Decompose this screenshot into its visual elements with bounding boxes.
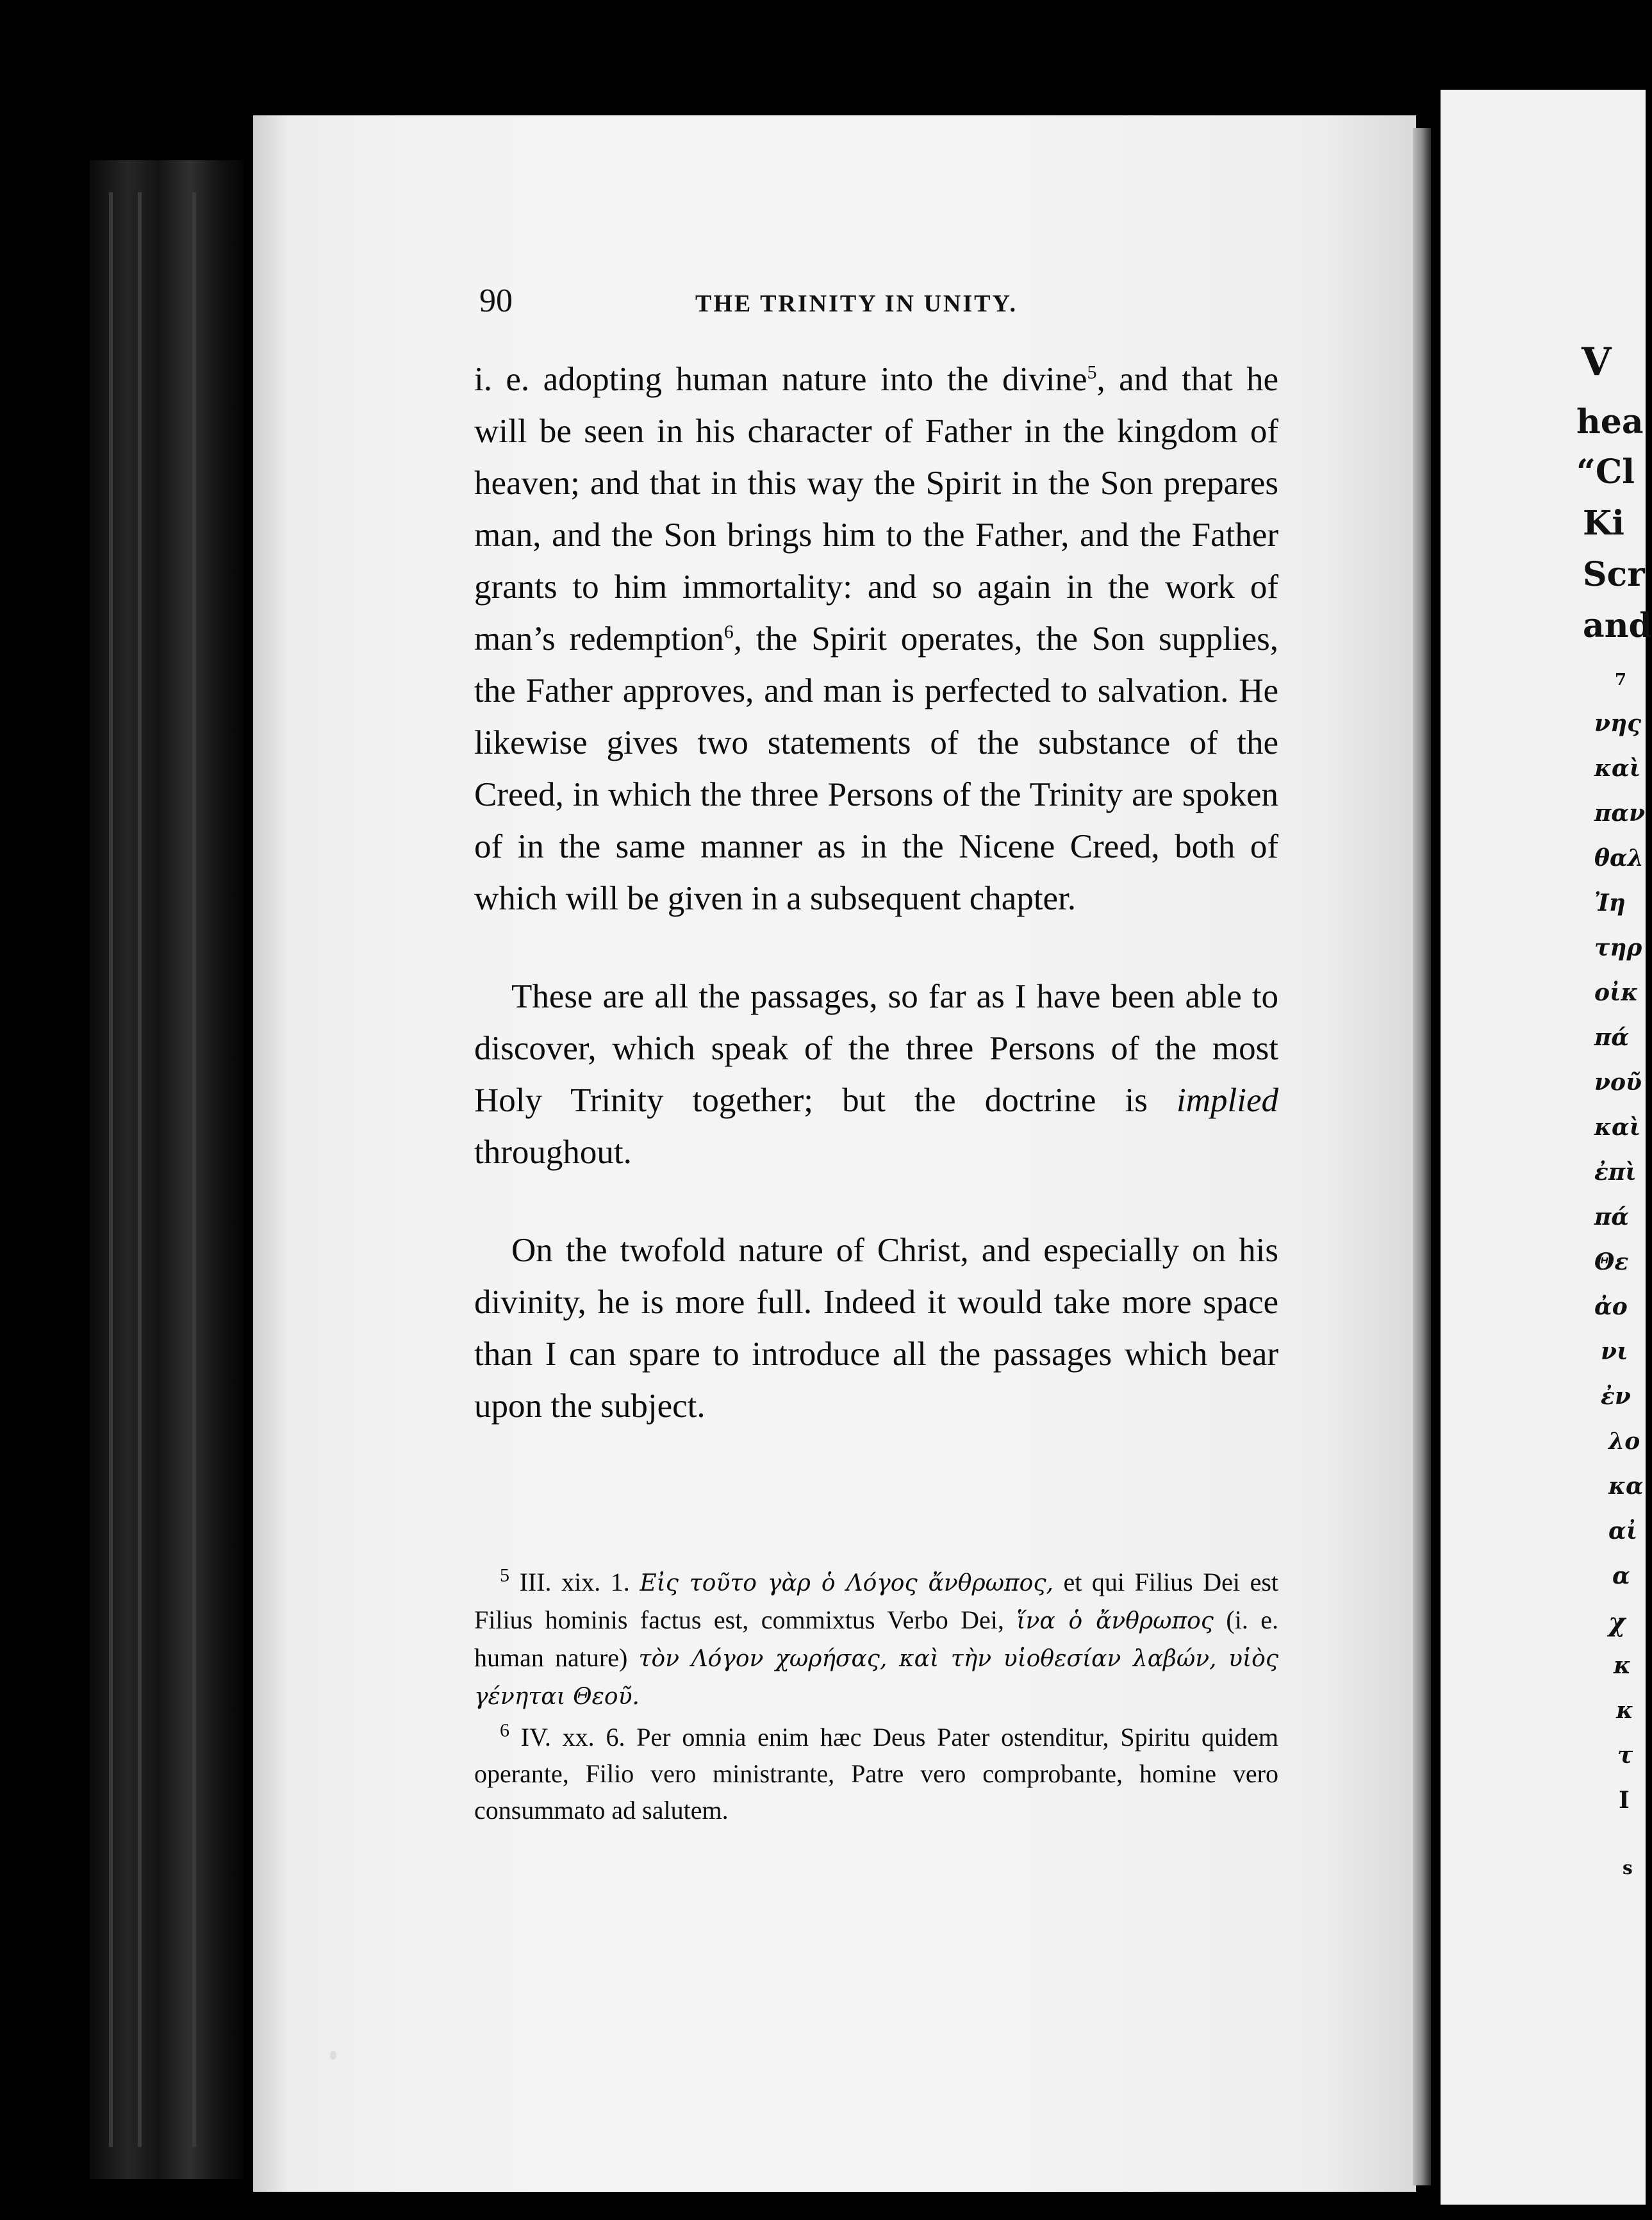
facing-text: ἐπὶ bbox=[1594, 1159, 1637, 1186]
footnote-6: $^6$ IV. xx. 6. Per omnia enim hæc Deus Pater ostenditur, Spiritu quidem operante, Filio vero ministrante, Patre vero comprobante, homine vero consummato ad salutem. bbox=[474, 1719, 1278, 1825]
facing-text: α bbox=[1612, 1562, 1630, 1589]
facing-text: νι bbox=[1601, 1338, 1628, 1365]
facing-text: χ bbox=[1608, 1607, 1626, 1637]
facing-text: 7 bbox=[1615, 670, 1627, 690]
paragraph-gap bbox=[474, 1179, 1278, 1225]
facing-text: καὶ bbox=[1594, 755, 1641, 782]
book-binding bbox=[90, 160, 244, 2179]
facing-text: κ bbox=[1614, 1652, 1631, 1679]
greek-text: τὸν Λόγον χωρήσας, καὶ τὴν υἱοθεσίαν λαβών, υἱὸς γένηται Θεοῦ. bbox=[474, 1646, 1278, 1710]
facing-text: ἐν bbox=[1601, 1383, 1631, 1410]
facing-text: and bbox=[1583, 606, 1652, 645]
paragraph: On the twofold nature of Christ, and especially on his divinity, he is more full. Indeed it would take more space than I can spare to introduce all the passages which bear upon the subject. bbox=[474, 1232, 1278, 1425]
footnote-mark: 5 bbox=[500, 1564, 509, 1586]
facing-page-fragment bbox=[1441, 90, 1652, 2205]
facing-text: παν bbox=[1594, 800, 1646, 827]
greek-text: Εἰς τοῦτο γὰρ ὁ Λόγος ἄνθρωπος, bbox=[640, 1570, 1053, 1596]
facing-text: τ bbox=[1617, 1742, 1633, 1769]
spine-edge bbox=[138, 192, 142, 2147]
emphasis: implied bbox=[1177, 1082, 1278, 1119]
paragraph: These are all the passages, so far as I have been able to discover, which speak of the three Persons of the most Holy Trinity together; but the doctrine is implied throughout. bbox=[474, 978, 1278, 1171]
footnote-mark: 6 bbox=[500, 1719, 509, 1741]
facing-text: πά bbox=[1594, 1204, 1630, 1230]
facing-text: V bbox=[1582, 340, 1612, 385]
facing-text: “Cl bbox=[1576, 452, 1635, 492]
facing-text: νης bbox=[1594, 710, 1642, 737]
paper-speck bbox=[330, 2051, 336, 2060]
facing-text: θαλ bbox=[1594, 845, 1644, 872]
facing-text: Scr bbox=[1583, 555, 1645, 594]
body-text bbox=[474, 354, 1278, 1432]
facing-text: αἰ bbox=[1608, 1518, 1638, 1545]
facing-text: οἰκ bbox=[1594, 979, 1639, 1006]
facing-text: Ἰη bbox=[1594, 890, 1626, 916]
running-head: THE TRINITY IN UNITY. bbox=[695, 290, 1018, 317]
footnote-5: $^5$ III. xix. 1. Εἰς τοῦτο γὰρ ὁ Λόγος ἄνθρωπος, et qui Filius Dei est Filius hominis factus est, commixtus Verbo Dei, ἵνα ὁ ἄνθρωπος (i. e. human nature) τὸν Λόγον χωρήσας, καὶ τὴν υἱοθεσίαν λαβών, υἱὸς γένηται Θεοῦ. bbox=[474, 1564, 1279, 1710]
facing-text: ἀο bbox=[1594, 1293, 1628, 1320]
facing-text: hea bbox=[1576, 402, 1644, 442]
facing-text: κα bbox=[1608, 1473, 1644, 1500]
facing-text: λο bbox=[1608, 1428, 1640, 1455]
footnote-ref: 5 bbox=[1087, 361, 1097, 383]
facing-text: s bbox=[1623, 1857, 1633, 1878]
facing-text: πά bbox=[1594, 1024, 1630, 1051]
footnotes bbox=[474, 1564, 1278, 1832]
facing-text: τηρ bbox=[1594, 934, 1642, 961]
page-gutter-shadow bbox=[1413, 128, 1431, 2185]
footnote-ref: 6 bbox=[723, 621, 734, 643]
facing-text: νοῦ bbox=[1594, 1069, 1642, 1096]
facing-text: Θε bbox=[1594, 1248, 1629, 1275]
paragraph: i. e. adopting human nature into the divine$^5$, and that he will be seen in his character of Father in the kingdom of heaven; and that in this way the Spirit in the Son prepares man, and the Son brings him to the Father, and the Father grants to him immortality: and so again in the work of man’s redemption$^6$, the Spirit operates, the Son supplies, the Father approves, and man is perfected to salvation. He likewise gives two statements of the substance of the Creed, in which the three Persons of the Trinity are spoken of in the same manner as in the Nicene Creed, both of which will be given in a subsequent chapter. bbox=[474, 361, 1278, 917]
facing-text: Ki bbox=[1583, 504, 1624, 543]
facing-text: καὶ bbox=[1594, 1114, 1641, 1141]
spine-edge bbox=[192, 192, 196, 2147]
facing-text: κ bbox=[1616, 1697, 1633, 1724]
facing-text: I bbox=[1619, 1787, 1630, 1814]
page-number: 90 bbox=[479, 283, 513, 319]
greek-text: ἵνα ὁ ἄνθρωπος bbox=[1016, 1608, 1214, 1634]
paragraph-gap bbox=[474, 925, 1278, 971]
spine-edge bbox=[109, 192, 113, 2147]
